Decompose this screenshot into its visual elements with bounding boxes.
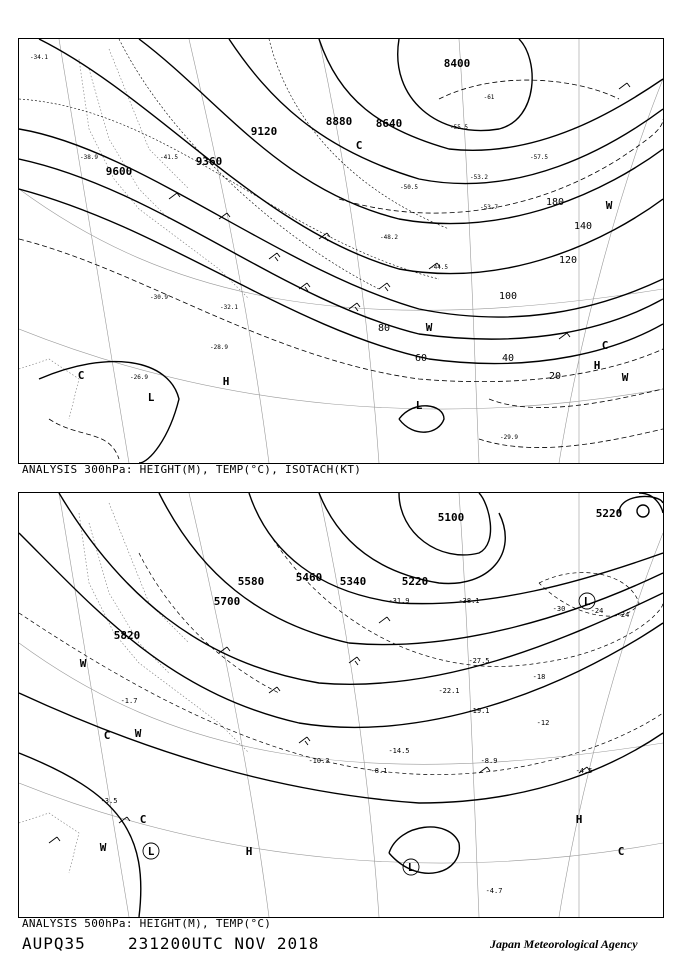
coastline-hatch [19, 503, 249, 873]
temp-label: -28.9 [209, 344, 229, 351]
height-label: 9360 [195, 155, 223, 168]
pressure-center: C [77, 369, 85, 382]
temp-label: -32.1 [219, 304, 239, 311]
temp-label: -24 [590, 607, 604, 615]
temp-label: -30 [552, 605, 566, 613]
temp-label: -12 [536, 719, 550, 727]
isotach-label: 180 [545, 197, 565, 208]
temp-label: -34.1 [29, 54, 49, 61]
temp-label: -8.1 [370, 767, 388, 775]
isotach-label: 60 [414, 353, 428, 364]
height-label: 5580 [237, 575, 265, 588]
pressure-center: L [147, 845, 155, 858]
pressure-center: L [147, 391, 155, 404]
map-500hpa [18, 492, 664, 918]
isotach-label: 100 [498, 291, 518, 302]
isotach-contours [19, 80, 663, 459]
temp-label: -31.9 [388, 597, 410, 605]
pressure-center: H [593, 359, 601, 372]
pressure-center: H [245, 845, 253, 858]
isotach-label: 40 [501, 353, 515, 364]
height-contours [19, 493, 663, 917]
isotherm-contours [19, 533, 663, 775]
height-label: 9600 [105, 165, 133, 178]
closed-high-ring [637, 505, 649, 517]
pressure-center: W [134, 727, 142, 740]
temp-label: -30.9 [149, 294, 169, 301]
map-300hpa-canvas [19, 39, 663, 463]
valid-time: 231200UTC NOV 2018 [128, 934, 320, 953]
wind-barbs [49, 617, 590, 843]
isotach-label: 140 [573, 221, 593, 232]
height-label: 5820 [113, 629, 141, 642]
temp-label: -44.5 [429, 264, 449, 271]
height-label: 5220 [595, 507, 623, 520]
temp-label: -48.2 [379, 234, 399, 241]
height-label: 8400 [443, 57, 471, 70]
temp-label: -29.9 [499, 434, 519, 441]
pressure-center: C [617, 845, 625, 858]
height-label: 8880 [325, 115, 353, 128]
height-label: 5220 [401, 575, 429, 588]
temp-label: -61 [483, 94, 495, 101]
height-label-group [114, 507, 623, 642]
temp-label: -53.2 [469, 174, 489, 181]
temp-label: -24 [616, 611, 630, 619]
temp-label: -19.1 [468, 707, 490, 715]
temp-label: -38.9 [79, 154, 99, 161]
height-label: 5100 [437, 511, 465, 524]
graticule [19, 493, 663, 917]
isotach-label: 120 [558, 255, 578, 266]
pressure-center: C [139, 813, 147, 826]
agency-name: Japan Meteorological Agency [490, 937, 638, 951]
temp-label-group [30, 54, 548, 441]
pressure-center: W [79, 657, 87, 670]
pressure-center: H [575, 813, 583, 826]
temp-label: -8.9 [480, 757, 498, 765]
pressure-center: W [605, 199, 613, 212]
pressure-center: W [99, 841, 107, 854]
pressure-center-group [80, 595, 625, 874]
temp-label: -14.5 [388, 747, 410, 755]
temp-label: -41.5 [159, 154, 179, 161]
temp-label: -22.1 [438, 687, 460, 695]
pressure-center: W [425, 321, 433, 334]
temp-label: -57.5 [529, 154, 549, 161]
height-label: 9120 [250, 125, 278, 138]
temp-label: -4.7 [485, 887, 503, 895]
height-label: 5460 [295, 571, 323, 584]
temp-label: -18 [532, 673, 546, 681]
isotach-label: 20 [548, 371, 562, 382]
pressure-center: H [222, 375, 230, 388]
map-500hpa-canvas [19, 493, 663, 917]
pressure-center: L [583, 595, 591, 608]
isotherm-contours [19, 39, 449, 289]
temp-label: -1.7 [120, 697, 138, 705]
isotach-label: 80 [377, 323, 391, 334]
temp-label: -53.7 [479, 204, 499, 211]
pressure-center: L [415, 399, 423, 412]
height-contours [19, 39, 663, 463]
map-300hpa-caption: ANALYSIS 300hPa: HEIGHT(M), TEMP(°C), ISOTACH(KT) [22, 463, 362, 476]
height-label: 8640 [375, 117, 403, 130]
temp-label: -38.1 [458, 597, 480, 605]
height-label: 5700 [213, 595, 241, 608]
pressure-center-group [78, 139, 629, 412]
pressure-center: L [407, 861, 415, 874]
bulletin-id: AUPQ35 [22, 934, 86, 953]
temp-label: -3.5 [100, 797, 118, 805]
map-500hpa-caption: ANALYSIS 500hPa: HEIGHT(M), TEMP(°C) [22, 917, 272, 930]
pressure-center: W [621, 371, 629, 384]
temp-label: -10.3 [308, 757, 330, 765]
temp-label: -26.9 [129, 374, 149, 381]
pressure-center: C [355, 139, 363, 152]
pressure-center: C [103, 729, 111, 742]
temp-label: -4.5 [575, 767, 593, 775]
map-300hpa [18, 38, 664, 464]
temp-label: -55.5 [449, 124, 469, 131]
height-label: 5340 [339, 575, 367, 588]
temp-label: -50.5 [399, 184, 419, 191]
temp-label: -27.5 [468, 657, 490, 665]
pressure-center: C [601, 339, 609, 352]
